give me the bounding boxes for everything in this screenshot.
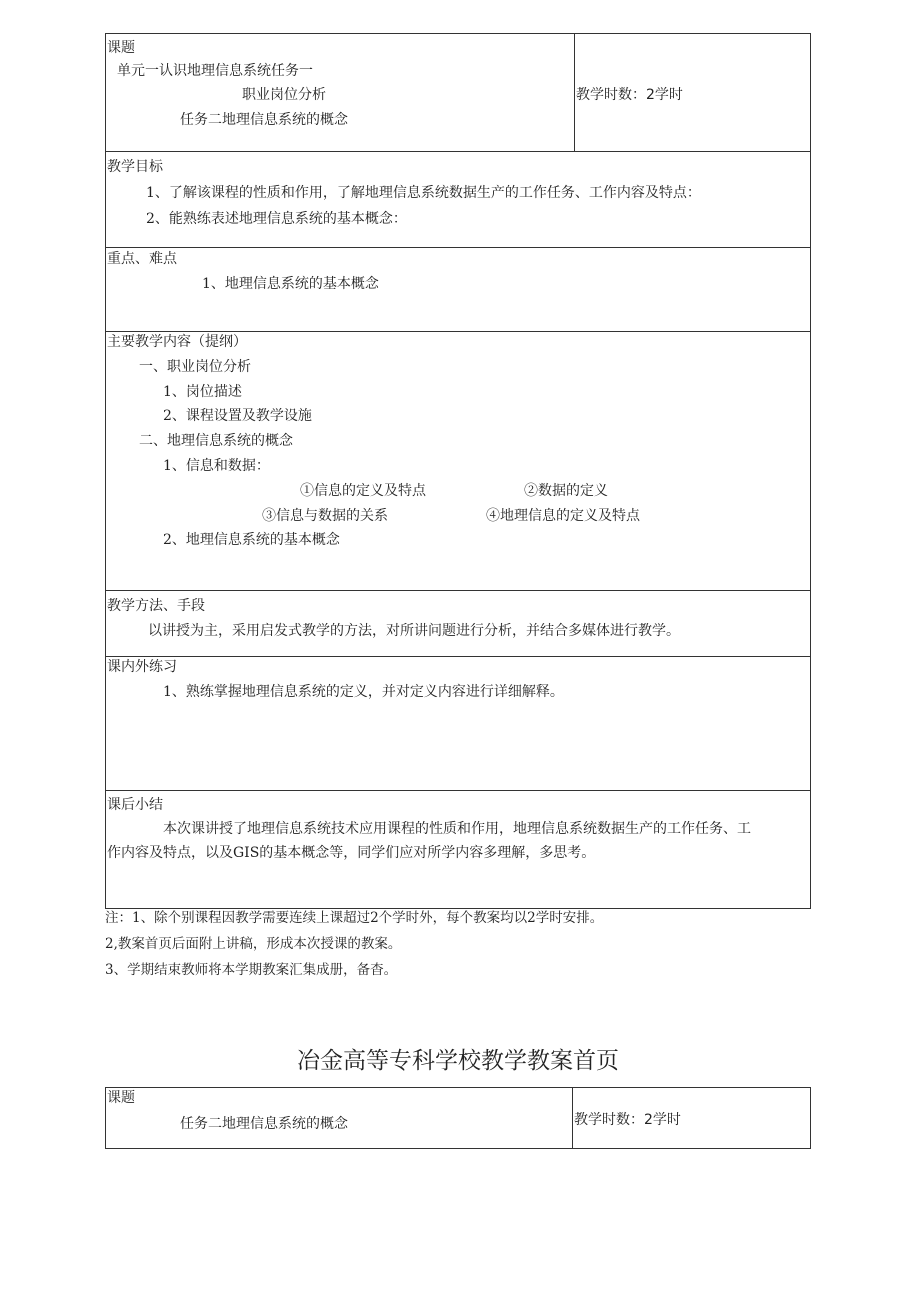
table1-row-border: [105, 331, 811, 332]
note-3: 3、学期结束教师将本学期教案汇集成册，备杳。: [105, 962, 398, 978]
exercises-text: 1、熟练掌握地理信息系统的定义，并对定义内容进行详细解释。: [163, 684, 564, 700]
content-subitem: ④地理信息的定义及特点: [486, 508, 640, 524]
exercises-label: 课内外练习: [107, 659, 177, 675]
table2-left-border: [105, 1087, 106, 1148]
summary-line-2: 作内容及特点，以及GIS的基本概念等，同学们应对所学内容多理解，多思考。: [107, 845, 596, 861]
hours-label: 教学时数: [576, 87, 632, 103]
table1-left-border: [105, 33, 106, 908]
page-title: 冶金高等专科学校教学教案首页: [297, 1048, 619, 1074]
table1-divider: [574, 33, 575, 151]
hours-value: 2: [644, 1112, 653, 1128]
table2-bottom-border: [105, 1148, 811, 1149]
content-section-1: 一、职业岗位分析: [139, 359, 251, 375]
content-subitem: ①信息的定义及特点: [300, 483, 426, 499]
table1-row-border: [105, 247, 811, 248]
table2-top-border: [105, 1087, 811, 1088]
content-section-2: 二、地理信息系统的概念: [139, 433, 293, 449]
topic-line: 任务二地理信息系统的概念: [180, 1116, 348, 1132]
table1-row-border: [105, 790, 811, 791]
table2-right-border: [810, 1087, 811, 1148]
table1-top-border: [105, 33, 811, 34]
hours-field: [576, 88, 683, 102]
objective-item-2: 2、能熟练表述地理信息系统的基本概念：: [146, 211, 407, 227]
hours-field: [574, 1113, 681, 1127]
summary-line-1: 本次课讲授了地理信息系统技术应用课程的性质和作用，地理信息系统数据生产的工作任务、工: [163, 821, 751, 837]
table1-right-border: [810, 33, 811, 908]
hours-label: 教学时数: [574, 1112, 630, 1128]
topic-line-3: 任务二地理信息系统的概念: [180, 112, 348, 128]
topic-label: 课题: [107, 40, 135, 56]
table2-divider: [572, 1087, 573, 1148]
table1-row-border: [105, 590, 811, 591]
content-subitem: ②数据的定义: [524, 483, 608, 499]
content-item: 2、课程设置及教学设施: [163, 408, 312, 424]
content-subitem: ③信息与数据的关系: [262, 508, 388, 524]
topic-line-1: 单元一认识地理信息系统任务一: [117, 63, 313, 79]
hours-sep: ：: [630, 1112, 644, 1128]
summary-label: 课后小结: [107, 797, 163, 813]
content-item: 1、岗位描述: [163, 384, 242, 400]
topic-label: 课题: [107, 1090, 135, 1106]
hours-unit: 学时: [652, 1112, 681, 1128]
methods-label: 教学方法、手段: [107, 598, 205, 614]
objective-item-1: 1、了解该课程的性质和作用，了解地理信息系统数据生产的工作任务、工作内容及特点：: [146, 185, 701, 201]
keypoints-label: 重点、难点: [107, 251, 177, 267]
content-label: 主要教学内容（提纲）: [107, 334, 247, 350]
note-1: 注：1、除个别课程因教学需要连续上课超过2个学时外，每个教案均以2学时安排。: [105, 910, 604, 926]
table1-row-border: [105, 151, 811, 152]
hours-sep: ：: [632, 87, 646, 103]
methods-text: 以讲授为主，采用启发式教学的方法，对所讲问题进行分析，并结合多媒体进行教学。: [148, 623, 680, 639]
objectives-label: 教学目标: [107, 159, 163, 175]
topic-line-2: 职业岗位分析: [242, 87, 326, 103]
table1-bottom-border: [105, 908, 811, 909]
keypoint-item-1: 1、地理信息系统的基本概念: [202, 276, 379, 292]
table1-row-border: [105, 656, 811, 657]
note-2: 2,教案首页后面附上讲稿，形成本次授课的教案。: [105, 936, 402, 952]
hours-value: 2: [646, 87, 655, 103]
content-item: 1、信息和数据：: [163, 458, 270, 474]
content-item: 2、地理信息系统的基本概念: [163, 532, 340, 548]
hours-unit: 学时: [654, 87, 683, 103]
